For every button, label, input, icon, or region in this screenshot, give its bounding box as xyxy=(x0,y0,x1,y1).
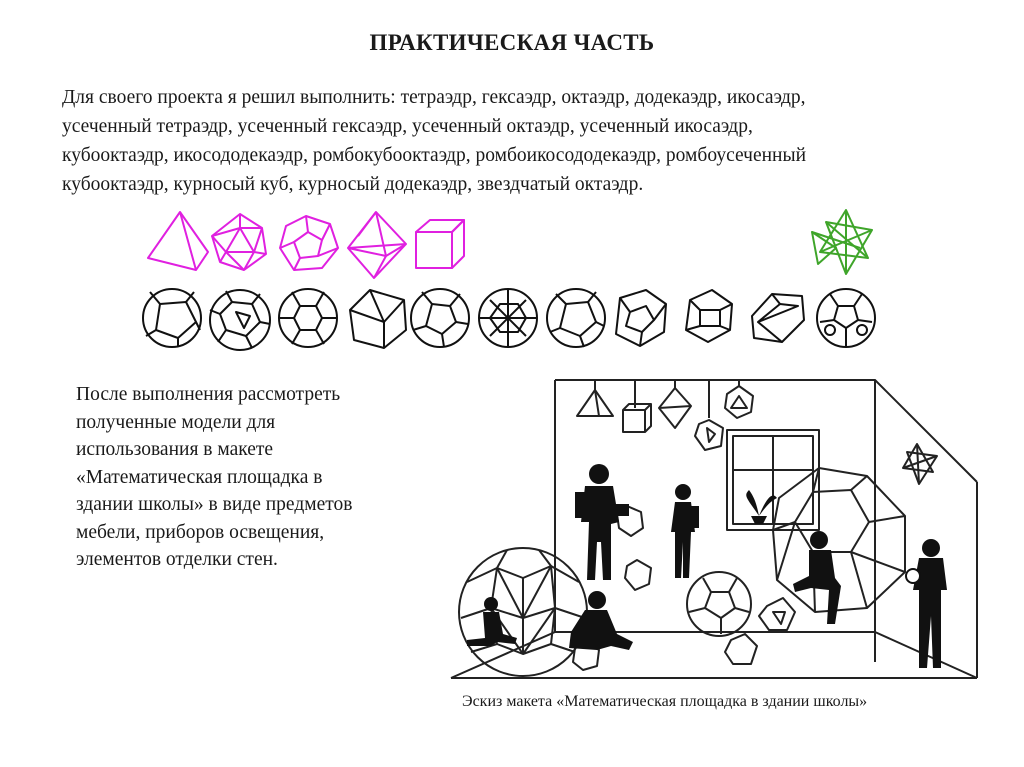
icosahedron-icon xyxy=(212,214,266,270)
intro-line: кубооктаэдр, курносый куб, курносый додекаэдр, звездчатый октаэдр. xyxy=(62,174,644,195)
sitting-person-center xyxy=(569,591,633,650)
snub-cube-icon xyxy=(350,290,406,348)
icosidodecahedron-icon xyxy=(210,290,270,350)
truncated-cube-icon xyxy=(279,289,337,347)
rhombicuboctahedron-icon xyxy=(411,289,469,347)
description-line: полученные модели для xyxy=(76,411,276,433)
standing-girl xyxy=(671,484,699,578)
window xyxy=(727,430,819,530)
tetrahedron-icon xyxy=(148,212,208,270)
snub-dodecahedron-icon xyxy=(479,289,537,347)
sitting-person-left xyxy=(467,597,517,646)
sketch-caption: Эскиз макета «Математическая площадка в здании школы» xyxy=(462,693,868,710)
description-line: здании школы» в виде предметов xyxy=(76,494,353,515)
rhombicosidodecahedron-icon xyxy=(547,289,605,347)
stellated-octahedron-icon xyxy=(812,210,872,274)
slide-title: ПРАКТИЧЕСКАЯ ЧАСТЬ xyxy=(369,30,655,55)
dodecahedron-icon xyxy=(280,216,338,270)
cube-icon xyxy=(416,220,464,268)
rhombitruncated-cuboctahedron-icon xyxy=(752,294,804,342)
truncated-icosahedron-icon xyxy=(817,289,875,347)
sitting-person-right xyxy=(793,531,841,624)
description-line: использования в макете xyxy=(76,439,274,460)
room-outline xyxy=(451,380,977,678)
intro-line: кубооктаэдр, икосододекаэдр, ромбокубооктаэдр, ромбоикосододекаэдр, ромбоусеченный xyxy=(62,145,807,166)
cuboctahedron-icon xyxy=(686,290,732,342)
playground-sketch xyxy=(447,372,987,684)
description-line: После выполнения рассмотреть xyxy=(76,384,341,405)
intro-line: Для своего проекта я решил выполнить: тетраэдр, гексаэдр, октаэдр, додекаэдр, икосаэдр, xyxy=(62,87,806,108)
description-line: «Математическая площадка в xyxy=(76,466,323,488)
standing-person xyxy=(575,464,629,580)
wall-star-polyhedron xyxy=(903,444,937,484)
intro-line: усеченный тетраэдр, усеченный гексаэдр, усеченный октаэдр, усеченный икосаэдр, xyxy=(62,116,753,137)
description-line: элементов отделки стен. xyxy=(76,549,278,570)
soccer-ball-polyhedron xyxy=(687,572,751,636)
geodesic-dome xyxy=(459,548,587,676)
octahedron-icon xyxy=(348,212,406,278)
description-paragraph xyxy=(76,381,416,574)
polyhedra-illustration xyxy=(0,0,1024,380)
truncated-tetrahedron-icon xyxy=(143,289,201,347)
description-line: мебели, приборов освещения, xyxy=(76,521,325,543)
truncated-octahedron-icon xyxy=(616,290,666,346)
